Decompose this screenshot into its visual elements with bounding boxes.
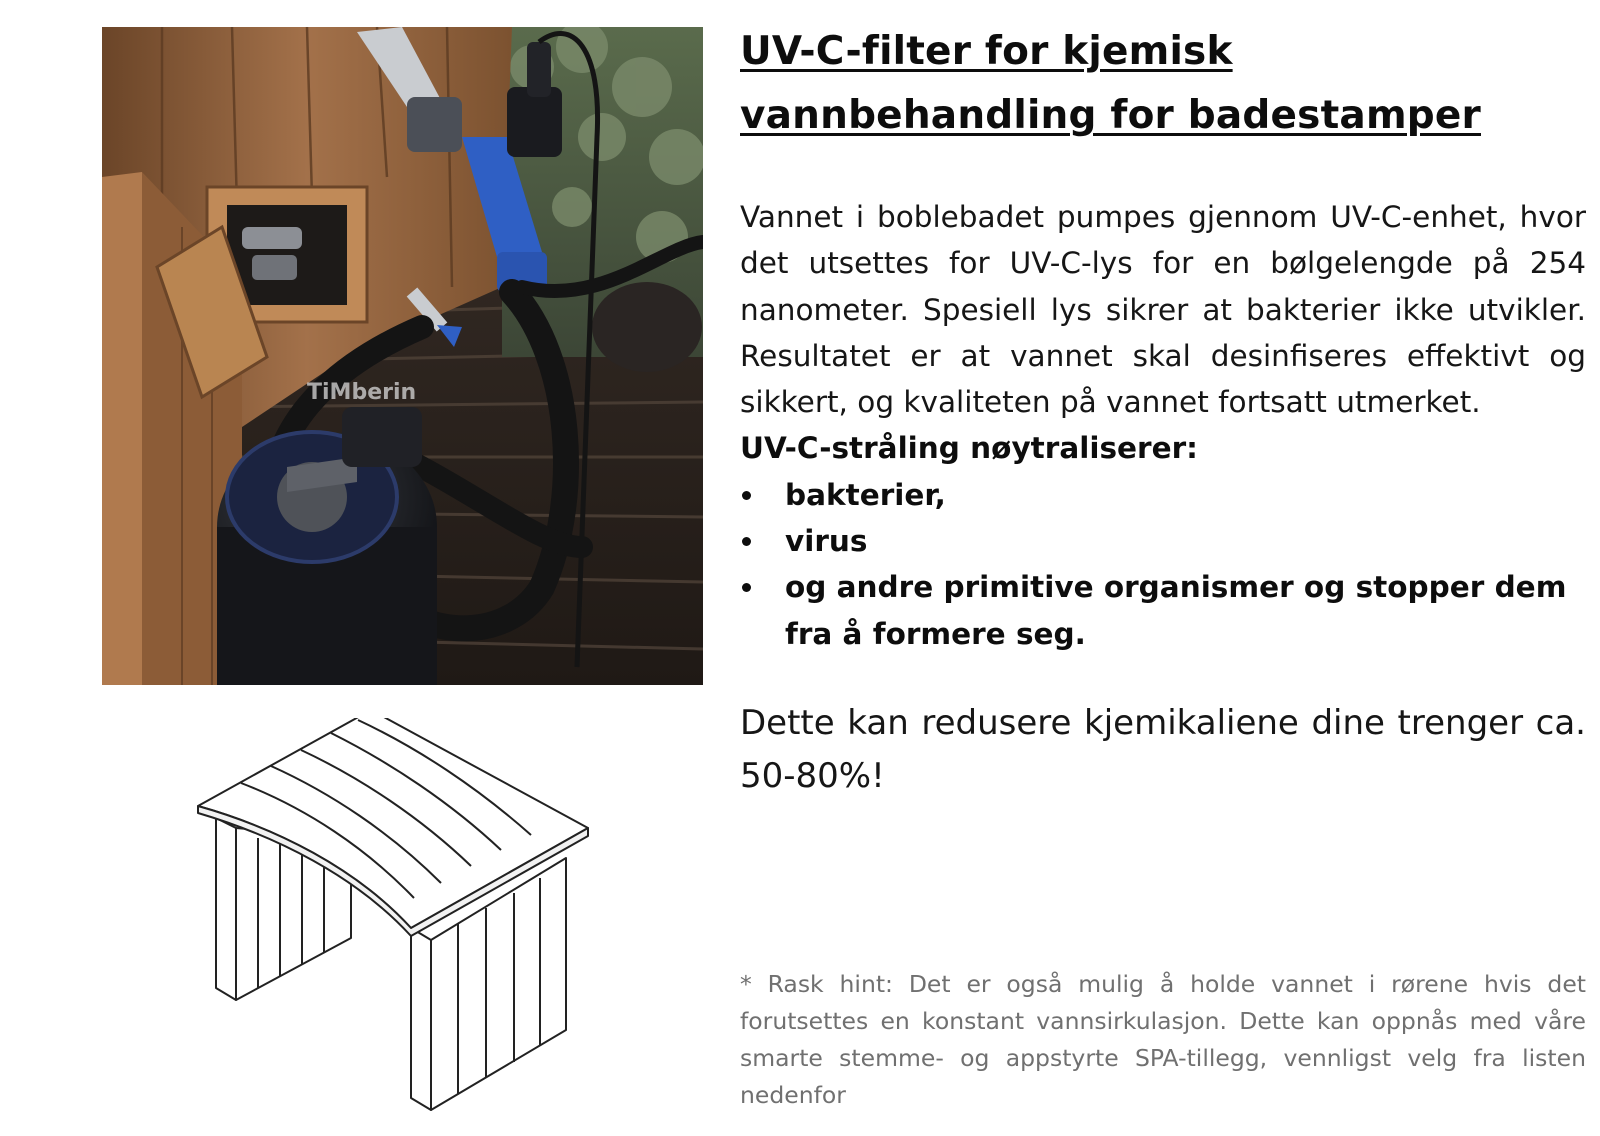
wooden-cover-line-illustration xyxy=(196,718,606,1128)
quick-hint-text: * Rask hint: Det er også mulig å holde vannet i rørene hvis det forutsettes en konstant vannsirkulasjon. Dette kan oppnås med våre smarte stemme- og appstyrte SPA-tillegg, vennligst velg fra listen nedenfor xyxy=(740,970,1586,1109)
intro-paragraph: Vannet i boblebadet pumpes gjennom UV-C-enhet, hvor det utsettes for UV-C-lys for en bølgelengde på 254 nanometer. Spesiell lys sikrer at bakterier ikke utvikler. Resultatet er at vannet skal desinfiseres effektivt og sikkert, og kvaliteten på vannet fortsatt utmerket. xyxy=(740,200,1586,420)
chemical-reduction-text: Dette kan redusere kjemikaliene dine trenger ca. 50-80%! xyxy=(740,702,1586,796)
neutralizes-list xyxy=(740,472,1586,657)
list-item xyxy=(740,518,1586,564)
bullet-dot-icon xyxy=(742,491,751,500)
uv-filter-photo-illustration xyxy=(102,27,703,685)
uv-filter-photo xyxy=(102,27,703,685)
list-item-text: virus xyxy=(785,524,868,559)
bullet-dot-icon xyxy=(742,537,751,546)
page-title: UV-C-filter for kjemisk vannbehandling for badestamper xyxy=(740,29,1481,138)
list-item xyxy=(740,564,1586,657)
list-item xyxy=(740,472,1586,518)
list-item-text: og andre primitive organismer og stopper dem fra å formere seg. xyxy=(785,570,1567,651)
main-content xyxy=(740,20,1586,803)
uvc-subheading: UV-C-stråling nøytraliserer: xyxy=(740,431,1198,466)
bullet-dot-icon xyxy=(742,583,751,592)
wooden-cover-drawing xyxy=(196,718,606,1128)
list-item-text: bakterier, xyxy=(785,477,946,512)
photo-watermark: TiMberin xyxy=(307,380,417,405)
